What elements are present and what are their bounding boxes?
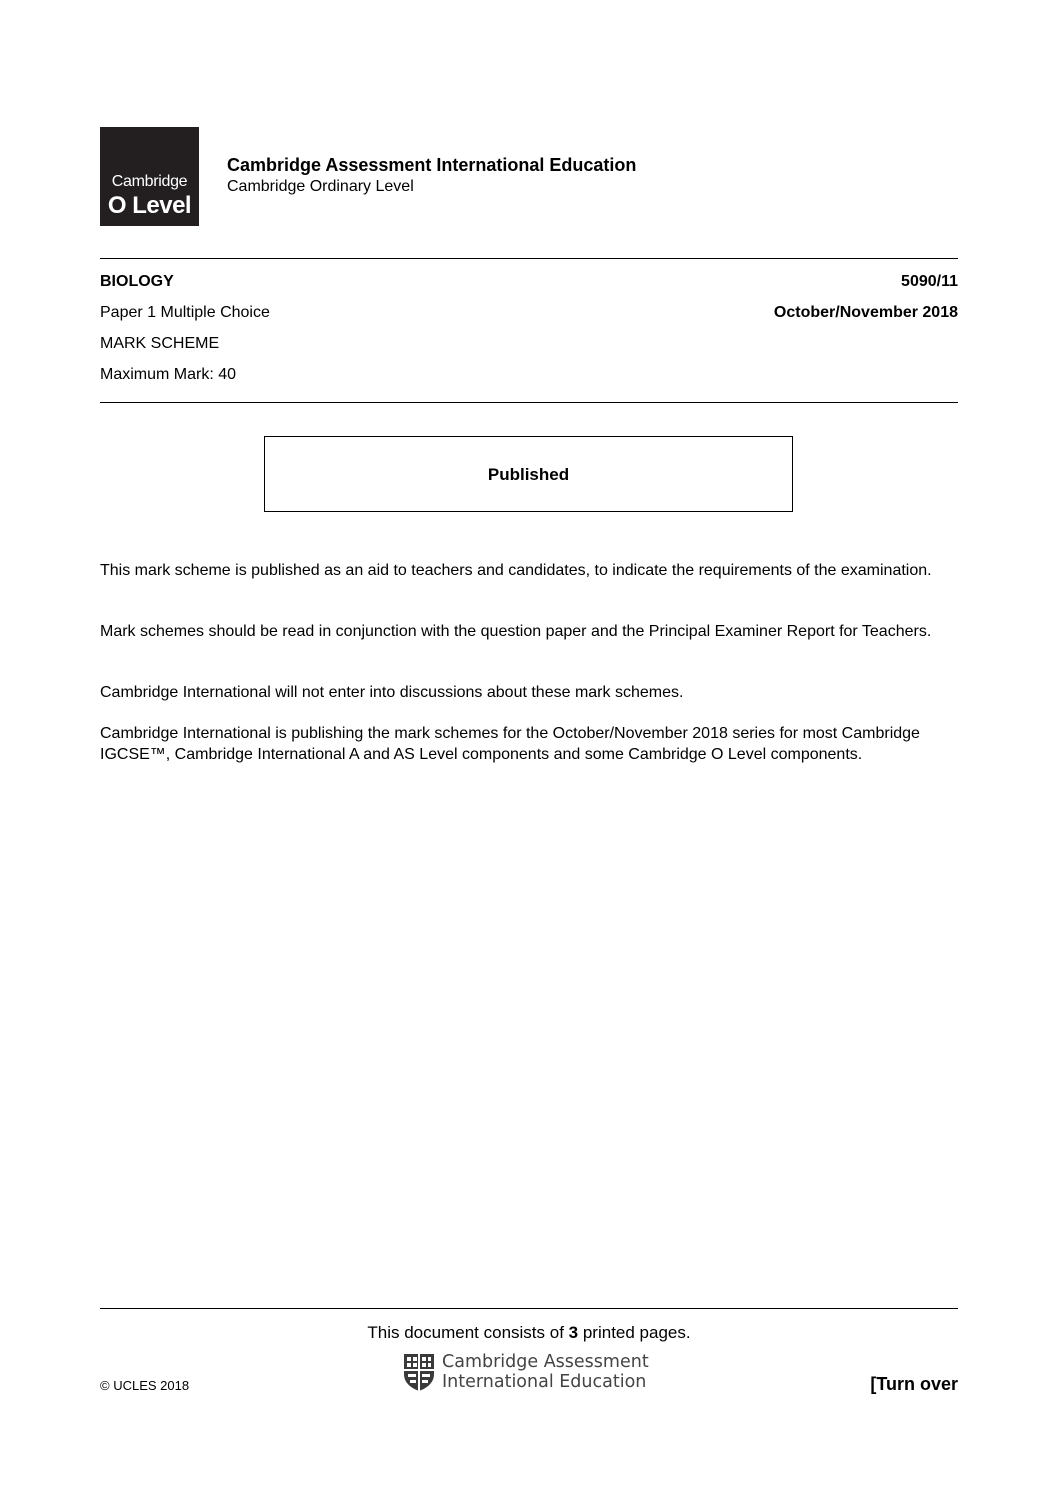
status-label: Published [487,465,570,484]
page-count-suffix: printed pages. [578,1323,691,1342]
footer-logo-line-2: International Education [442,1372,647,1392]
paragraph-3: Cambridge International will not enter into discussions about these mark schemes. [100,684,684,701]
turn-over-note: [Turn over [870,1374,958,1394]
status-box [264,436,793,512]
logo-line-2: O Level [107,192,192,219]
page-count-number: 3 [568,1323,579,1342]
page-count-prefix: This document consists of [367,1323,569,1342]
header-bottom-divider [100,402,958,403]
document-type: MARK SCHEME [100,335,220,352]
organisation-subtitle: Cambridge Ordinary Level [227,178,414,195]
cambridge-o-level-logo [100,127,199,226]
copyright: © UCLES 2018 [100,1378,190,1393]
subject: BIOLOGY [100,273,174,290]
cambridge-assessment-logo [402,1352,672,1392]
footer-divider [100,1308,958,1309]
organisation-name: Cambridge Assessment International Education [227,155,637,175]
maximum-mark: Maximum Mark: 40 [100,366,237,383]
footer-logo-line-1: Cambridge Assessment [442,1352,649,1372]
top-divider [100,258,958,259]
page-count-note [0,1323,1058,1343]
paragraph-1: This mark scheme is published as an aid to teachers and candidates, to indicate the requirements of the examination. [100,562,932,579]
paragraph-4: Cambridge International is publishing the mark schemes for the October/November 2018 series for most Cambridge IGCSE™, Cambridge International A and AS Level components and some Cambridge O Level components. [100,725,920,763]
exam-session: October/November 2018 [773,304,958,321]
paper-code: 5090/11 [901,273,958,290]
university-shield-icon [402,1352,436,1392]
paper-title: Paper 1 Multiple Choice [100,304,270,321]
paragraph-2: Mark schemes should be read in conjunction with the question paper and the Principal Examiner Report for Teachers. [100,623,932,640]
logo-line-1: Cambridge [111,173,188,190]
